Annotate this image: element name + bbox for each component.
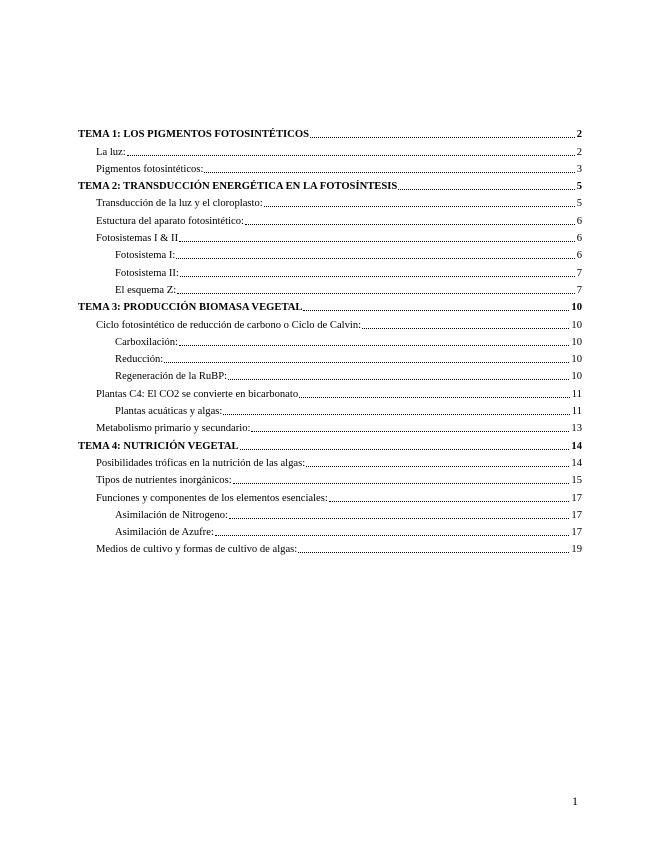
toc-dot-leader — [299, 396, 570, 398]
toc-dot-leader — [179, 344, 569, 346]
toc-entry-page: 5 — [576, 181, 582, 193]
toc-dot-leader — [233, 482, 570, 484]
toc-entry[interactable] — [78, 366, 582, 383]
toc-entry-title: Estuctura del aparato fotosintético: — [96, 215, 244, 227]
toc-entry-page: 11 — [571, 388, 582, 400]
toc-entry[interactable] — [78, 124, 582, 141]
toc-entry[interactable] — [78, 210, 582, 227]
toc-entry-page: 10 — [571, 371, 582, 383]
toc-dot-leader — [223, 413, 569, 415]
toc-dot-leader — [228, 378, 569, 380]
toc-entry-page: 19 — [571, 544, 582, 556]
toc-entry-title: Fotosistema II: — [115, 267, 179, 279]
toc-entry-title: La luz: — [96, 146, 126, 158]
toc-dot-leader — [229, 517, 569, 519]
toc-entry[interactable] — [78, 314, 582, 331]
toc-entry[interactable] — [78, 245, 582, 262]
toc-entry-title: Posibilidades tróficas en la nutrición de las algas: — [96, 457, 306, 469]
toc-entry[interactable] — [78, 176, 582, 193]
toc-dot-leader — [245, 223, 575, 225]
toc-entry-title: TEMA 3: PRODUCCIÓN BIOMASA VEGETAL — [78, 302, 303, 314]
toc-entry-title: Plantas acuáticas y algas: — [115, 406, 223, 418]
toc-entry[interactable] — [78, 435, 582, 452]
toc-entry[interactable] — [78, 349, 582, 366]
toc-entry[interactable] — [78, 297, 582, 314]
toc-entry[interactable] — [78, 522, 582, 539]
toc-entry-page: 10 — [571, 354, 582, 366]
toc-entry[interactable] — [78, 332, 582, 349]
toc-entry-title: Medios de cultivo y formas de cultivo de algas: — [96, 544, 298, 556]
toc-dot-leader — [306, 465, 569, 467]
toc-dot-leader — [177, 292, 575, 294]
toc-dot-leader — [362, 327, 569, 329]
toc-entry-page: 2 — [576, 146, 582, 158]
toc-entry-title: TEMA 1: LOS PIGMENTOS FOTOSINTÉTICOS — [78, 129, 309, 141]
toc-entry[interactable] — [78, 418, 582, 435]
toc-entry-page: 11 — [571, 406, 582, 418]
toc-dot-leader — [164, 361, 569, 363]
toc-entry-page: 15 — [571, 475, 582, 487]
page-number: 1 — [572, 794, 578, 808]
toc-entry-title: Funciones y componentes de los elementos esenciales: — [96, 492, 328, 504]
toc-entry-title: Fotosistemas I & II — [96, 233, 179, 245]
toc-entry-title: Fotosistema I: — [115, 250, 176, 262]
toc-dot-leader — [240, 448, 570, 450]
toc-entry-page: 17 — [571, 527, 582, 539]
toc-entry-page: 6 — [576, 250, 582, 262]
toc-dot-leader — [204, 171, 574, 173]
toc-entry-page: 7 — [576, 284, 582, 296]
toc-dot-leader — [310, 136, 575, 138]
toc-entry[interactable] — [78, 141, 582, 158]
toc-entry-title: Asimilación de Nitrogeno: — [115, 509, 228, 521]
toc-dot-leader — [251, 430, 569, 432]
toc-entry-page: 13 — [571, 423, 582, 435]
toc-entry-page: 17 — [571, 509, 582, 521]
toc-entry-page: 14 — [571, 440, 582, 452]
toc-entry[interactable] — [78, 159, 582, 176]
toc-entry-title: Transducción de la luz y el cloroplasto: — [96, 198, 263, 210]
toc-entry-page: 14 — [571, 457, 582, 469]
toc-dot-leader — [298, 551, 569, 553]
toc-entry-page: 10 — [571, 302, 582, 314]
toc-entry-title: Ciclo fotosintético de reducción de carbono o Ciclo de Calvin: — [96, 319, 362, 331]
toc-entry[interactable] — [78, 193, 582, 210]
toc-dot-leader — [303, 309, 569, 311]
toc-dot-leader — [179, 240, 575, 242]
toc-entry-title: Asimilación de Azufre: — [115, 527, 214, 539]
toc-entry-title: TEMA 2: TRANSDUCCIÓN ENERGÉTICA EN LA FOTOSÍNTESIS — [78, 181, 398, 193]
toc-entry-page: 10 — [571, 319, 582, 331]
toc-entry-title: Regeneración de la RuBP: — [115, 371, 228, 383]
toc-entry[interactable] — [78, 280, 582, 297]
toc-entry[interactable] — [78, 470, 582, 487]
toc-entry-page: 7 — [576, 267, 582, 279]
toc-entry[interactable] — [78, 505, 582, 522]
toc-dot-leader — [398, 188, 574, 190]
toc-entry-title: Plantas C4: El CO2 se convierte en bicarbonato — [96, 388, 299, 400]
toc-entry-page: 10 — [571, 336, 582, 348]
toc-entry[interactable] — [78, 401, 582, 418]
toc-dot-leader — [176, 257, 574, 259]
toc-entry[interactable] — [78, 453, 582, 470]
toc-dot-leader — [180, 275, 575, 277]
toc-entry-page: 2 — [576, 129, 582, 141]
toc-entry-title: Pigmentos fotosintéticos: — [96, 163, 204, 175]
toc-dot-leader — [127, 154, 575, 156]
toc-entry[interactable] — [78, 383, 582, 400]
toc-dot-leader — [264, 205, 575, 207]
toc-entry[interactable] — [78, 262, 582, 279]
toc-entry[interactable] — [78, 228, 582, 245]
toc-entry-page: 3 — [576, 163, 582, 175]
toc-entry-title: Carboxilación: — [115, 336, 178, 348]
table-of-contents — [78, 124, 582, 556]
toc-entry-page: 17 — [571, 492, 582, 504]
toc-entry-title: El esquema Z: — [115, 284, 177, 296]
toc-entry-title: Tipos de nutrientes inorgánicos: — [96, 475, 232, 487]
toc-entry-page: 6 — [576, 233, 582, 245]
toc-entry[interactable] — [78, 539, 582, 556]
toc-entry-title: Reducción: — [115, 354, 164, 366]
toc-entry-page: 5 — [576, 198, 582, 210]
toc-dot-leader — [215, 534, 570, 536]
toc-entry-title: TEMA 4: NUTRICIÓN VEGETAL — [78, 440, 239, 452]
toc-dot-leader — [329, 500, 570, 502]
toc-entry-page: 6 — [576, 215, 582, 227]
toc-entry-title: Metabolismo primario y secundario: — [96, 423, 251, 435]
toc-entry[interactable] — [78, 487, 582, 504]
